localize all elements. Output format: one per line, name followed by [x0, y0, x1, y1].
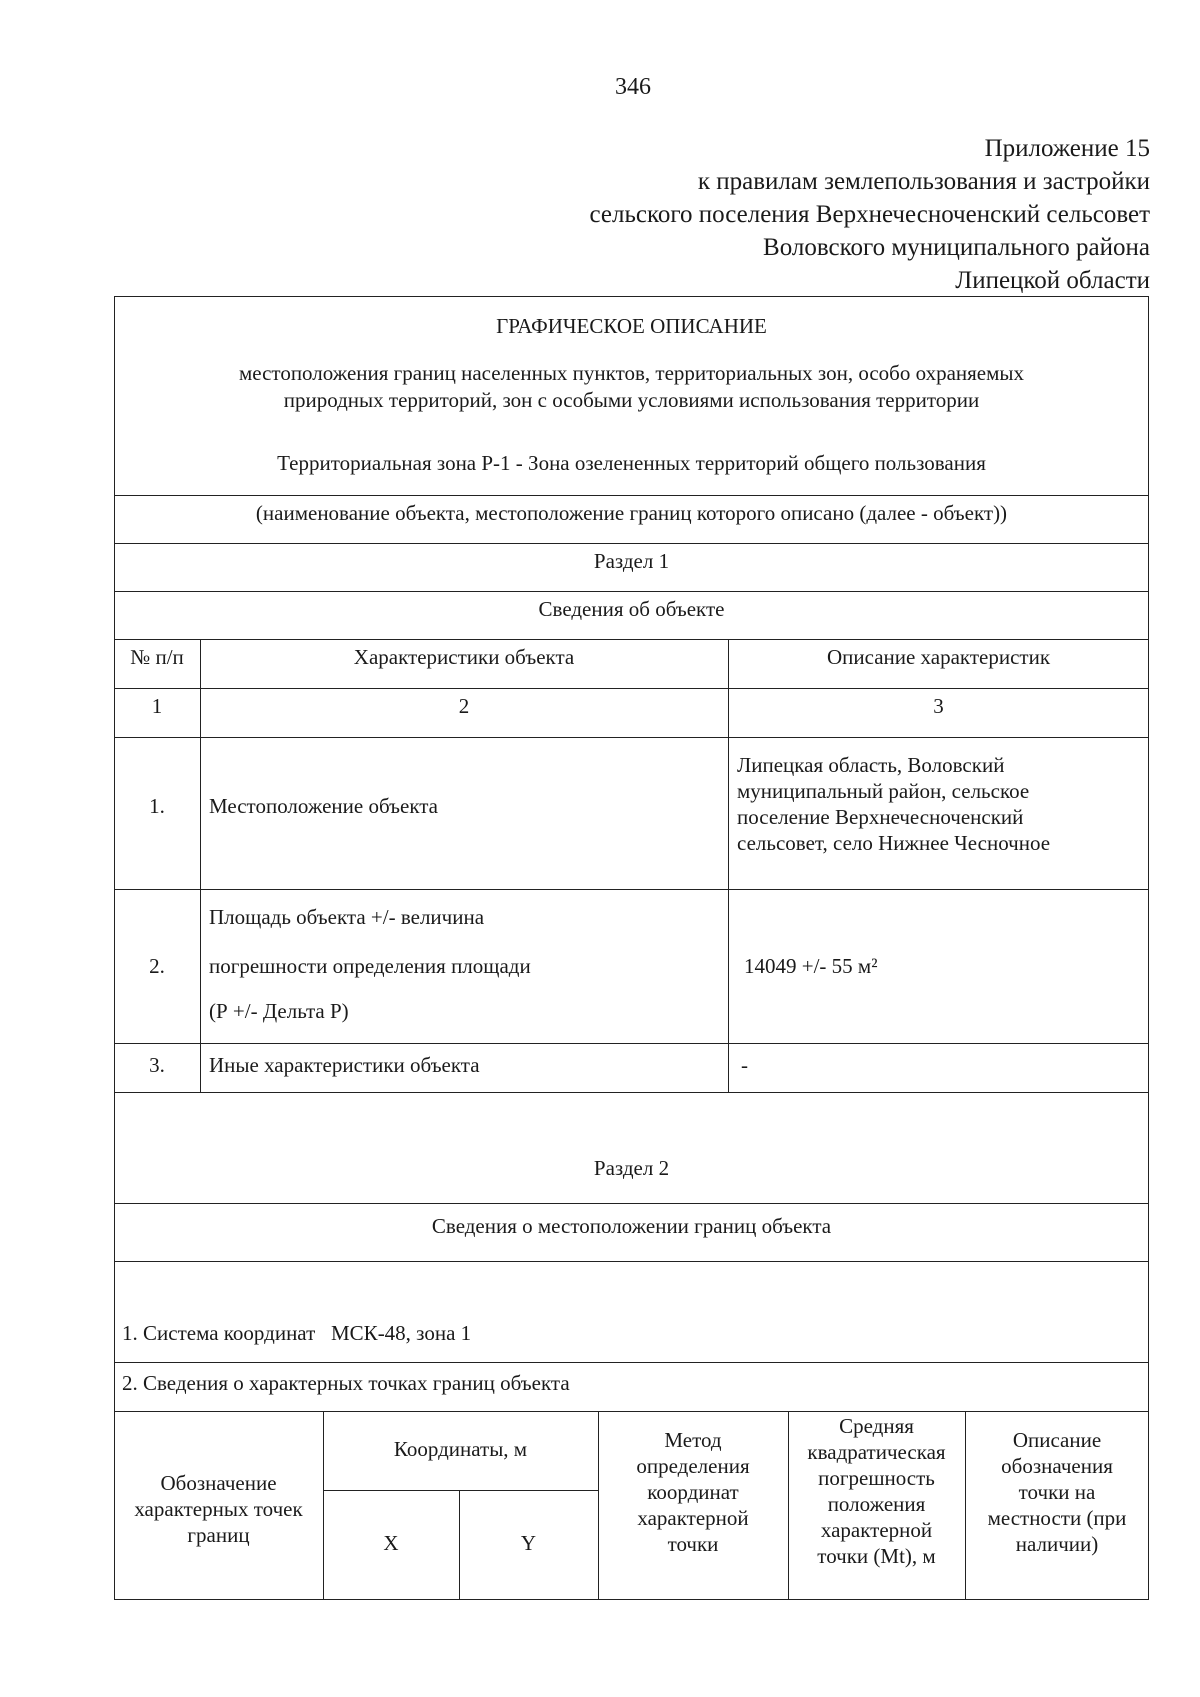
section2-title: Раздел 2 [593, 1156, 670, 1180]
table-row-name: Иные характеристики объекта [209, 1053, 480, 1077]
row-divider [114, 543, 1149, 544]
table-row-desc-line: поселение Верхнечесноченский [737, 805, 1024, 829]
header-line: Средняя [839, 1414, 914, 1438]
appendix-line: к правилам землепользования и застройки [697, 168, 1150, 195]
column-header-characteristics: Характеристики объекта [353, 645, 575, 669]
column-header-description: Описание характеристик [826, 645, 1051, 669]
header-line: определения [636, 1454, 750, 1478]
header-description [965, 1427, 1149, 1557]
document-title: ГРАФИЧЕСКОЕ ОПИСАНИЕ [496, 314, 767, 338]
row-divider [114, 688, 1149, 689]
header-line: Обозначение [160, 1471, 277, 1495]
table-row-desc: - [741, 1053, 748, 1077]
table-row-desc-line: сельсовет, село Нижнее Чесночное [737, 831, 1051, 855]
column-number: 3 [933, 694, 944, 718]
appendix-line: Липецкой области [955, 267, 1150, 294]
header-line: характерной [820, 1518, 933, 1542]
row-divider [114, 591, 1149, 592]
row-divider [114, 1411, 1149, 1412]
row-divider [114, 1261, 1149, 1262]
header-x: X [383, 1531, 399, 1555]
header-line: погрешность [818, 1466, 935, 1490]
section2-subtitle: Сведения о местоположении границ объекта [431, 1214, 832, 1238]
appendix-line: Воловского муниципального района [763, 234, 1150, 261]
table-row-desc-line: муниципальный район, сельское [737, 779, 1030, 803]
header-line: Описание [1012, 1428, 1102, 1452]
appendix-line: Приложение 15 [984, 135, 1150, 162]
header-line: наличии) [1015, 1532, 1099, 1556]
header-line: квадратическая [807, 1440, 946, 1464]
table-row-name-line: Площадь объекта +/- величина [209, 905, 485, 929]
column-number: 1 [151, 694, 163, 718]
header-method [598, 1427, 788, 1557]
section1-subtitle: Сведения об объекте [538, 597, 725, 621]
description-table [114, 296, 1149, 1600]
header-line: границ [187, 1523, 250, 1547]
row-divider [114, 495, 1149, 496]
table-row-desc-line: Липецкая область, Воловский [737, 753, 1005, 777]
header-line: характерных точек [134, 1497, 303, 1521]
row-divider [114, 1203, 1149, 1204]
column-header-number: № п/п [130, 645, 184, 669]
section1-title: Раздел 1 [593, 549, 670, 573]
table-row-number: 1. [149, 794, 165, 818]
coordinate-system: 1. Система координат МСК-48, зона 1 [122, 1321, 472, 1345]
header-error [788, 1413, 965, 1569]
zone-name: Территориальная зона Р-1 - Зона озелененных территорий общего пользования [277, 451, 986, 475]
table-row-name: Местоположение объекта [209, 794, 439, 818]
row-divider [114, 1362, 1149, 1363]
object-caption: (наименование объекта, местоположение границ которого описано (далее - объект)) [255, 501, 1008, 525]
header-line: положения [827, 1492, 926, 1516]
header-coordinates: Координаты, м [393, 1437, 528, 1461]
table-row-name-line: (Р +/- Дельта Р) [209, 999, 349, 1023]
header-y: Y [520, 1531, 537, 1555]
header-line: характерной [637, 1506, 749, 1530]
table-row-number: 2. [149, 954, 165, 978]
header-designation [114, 1470, 323, 1548]
subtitle-line: местоположения границ населенных пунктов, территориальных зон, особо охраняемых [238, 361, 1025, 385]
appendix-line: сельского поселения Верхнечесноченский сельсовет [589, 201, 1150, 228]
header-line: координат [647, 1480, 739, 1504]
points-caption: 2. Сведения о характерных точках границ объекта [122, 1371, 570, 1395]
row-divider [323, 1490, 598, 1491]
row-divider [114, 1043, 1149, 1044]
header-line: обозначения [1001, 1454, 1113, 1478]
header-line: Метод [664, 1428, 722, 1452]
header-line: местности (при [987, 1506, 1127, 1530]
column-number: 2 [458, 694, 470, 718]
subtitle-line: природных территорий, зон с особыми условиями использования территории [283, 388, 980, 412]
appendix-block [250, 132, 1150, 297]
page-number: 346 [615, 74, 651, 100]
table-row-name-line: погрешности определения площади [209, 954, 531, 978]
header-line: точки [667, 1532, 719, 1556]
row-divider [114, 889, 1149, 890]
table-row-desc: 14049 +/- 55 м² [744, 954, 878, 978]
row-divider [114, 737, 1149, 738]
header-line: точки на [1018, 1480, 1096, 1504]
row-divider [114, 639, 1149, 640]
row-divider [114, 1092, 1149, 1093]
header-line: точки (Mt), м [817, 1544, 936, 1568]
table-row-number: 3. [149, 1053, 165, 1077]
